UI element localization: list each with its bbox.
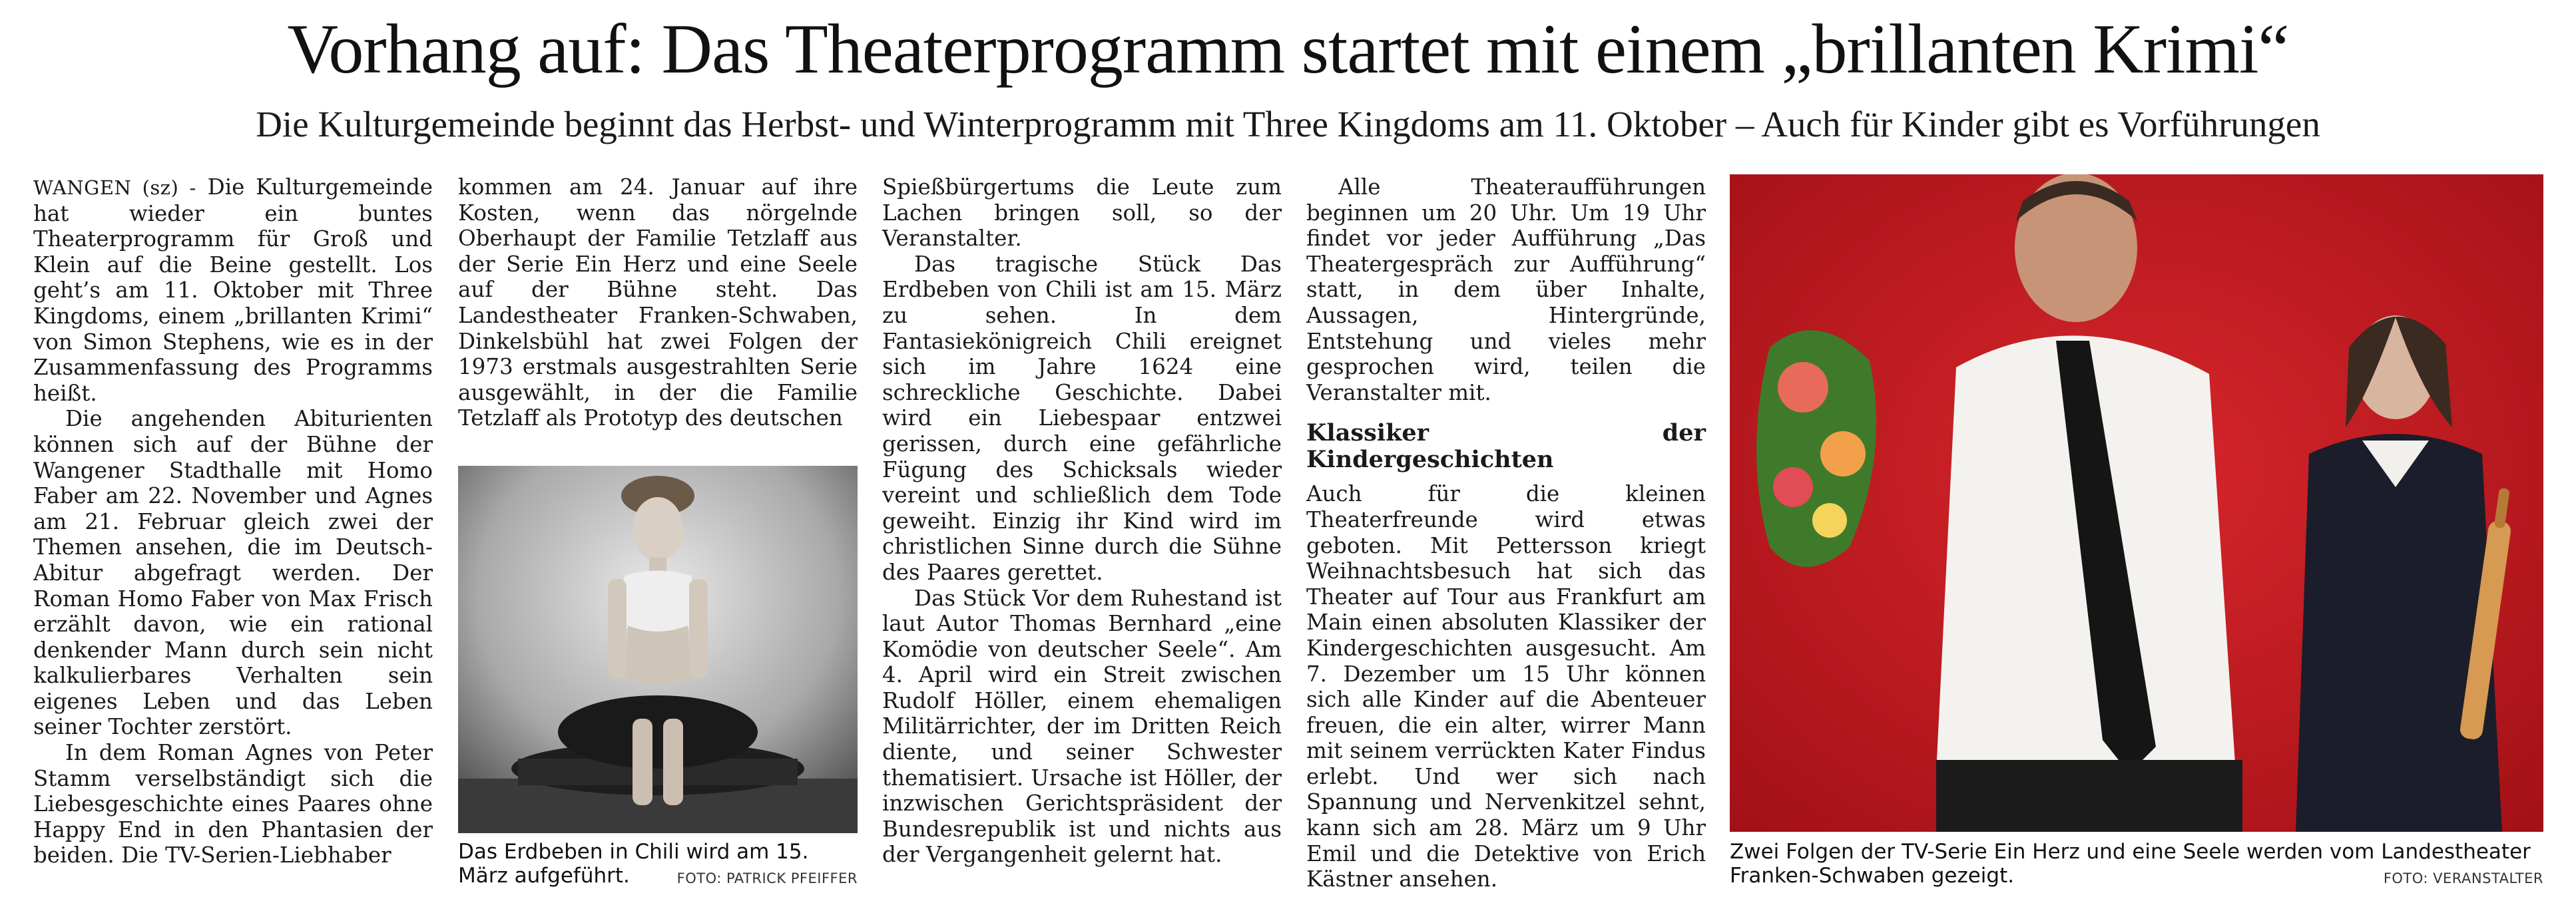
article-subheadline: Die Kulturgemeinde beginnt das Herbst- und Winterprogramm mit Three Kingdoms am 11. Oktober – Auch für Kinder gibt es Vorführungen (256, 104, 2320, 144)
paragraph: Auch für die kleinen Theaterfreunde wird etwas geboten. Mit Pettersson kriegt Weihnachtsbesuch hat sich das Theater auf Tour aus Frankfurt am Main einen absoluten Klassiker der Kindergeschichten ausgesucht. Am 7. Dezember um 15 Uhr können sich alle Kinder auf die Abenteuer freuen, die ein alter, wirrer Mann mit seinem verrückten Kater Findus erlebt. Und wer sich nach Spannung und Nervenkitzel sehnt, kann sich am 28. März um 9 Uhr Emil und die Detektive von Erich Kästner ansehen. (1306, 481, 1706, 892)
actors-red-backdrop-image (1730, 174, 2543, 832)
paragraph: In dem Roman Agnes von Peter Stamm verselbständigt sich die Liebesgeschichte eines Paares ohne Happy End in den Phantasien der beiden. Die TV-Serien-Liebhaber (33, 740, 433, 868)
photo-caption-large (1730, 840, 2543, 888)
paragraph-text: Die Kulturgemeinde hat wieder ein buntes Theaterprogramm für Groß und Klein auf die Beine gestellt. Los geht’s am 11. Oktober mit Three Kingdoms, einem „brillanten Krimi“ von Simon Stephens, wie es in der Zusammenfassung des Programms heißt. (33, 174, 433, 406)
caption-text: Zwei Folgen der TV-Serie Ein Herz und eine Seele werden vom Landestheater Franken-Schwaben gezeigt. (1730, 840, 2531, 888)
paragraph (33, 174, 433, 406)
paragraph: Das Stück Vor dem Ruhestand ist laut Autor Thomas Bernhard „eine Komödie von deutscher Seele“. Am 4. April wird ein Streit zwischen Rudolf Höller, einem ehemaligen Militärrichter, der im Dritten Reich diente, und seiner Schwester thematisiert. Ursache ist Höller, der inzwischen Gerichtspräsident der Bundesrepublik ist und nichts aus der Vergangenheit gelernt hat. (882, 585, 1282, 868)
paragraph: Alle Theateraufführungen beginnen um 20 Uhr. Um 19 Uhr findet vor jeder Aufführung „Das Theatergespräch zur Aufführung“ statt, in dem über Inhalte, Aussagen, Hintergründe, Entstehung und vieles mehr gesprochen wird, teilen die Veranstalter mit. (1306, 174, 1706, 405)
paragraph: Spießbürgertums die Leute zum Lachen bringen soll, so der Veranstalter. (882, 174, 1282, 252)
paragraph: kommen am 24. Januar auf ihre Kosten, wenn das nörgelnde Oberhaupt der Familie Tetzlaff aus der Serie Ein Herz und eine Seele auf der Bühne steht. Das Landestheater Franken-Schwaben, Dinkelsbühl hat zwei Folgen der 1973 erstmals ausgestrahlten Serie ausgewählt, in der die Familie Tetzlaff als Prototyp des deutschen (458, 174, 858, 431)
section-subheading: Klassiker der Kindergeschichten (1306, 419, 1706, 474)
paragraph: Die angehenden Abiturienten können sich auf der Bühne der Wangener Stadthalle mit Homo Faber am 22. November und Agnes am 21. Februar gleich zwei der Themen ansehen, die im Deutsch-Abitur abgefragt werden. Der Roman Homo Faber von Max Frisch erzählt davon, wie ein rational denkender Mann durch sein nicht kalkulierbares Verhalten sein eigenes Leben und das Leben seiner Tochter zerstört. (33, 406, 433, 740)
text-column-4 (1306, 174, 1706, 892)
photo-ein-herz-und-eine-seele (1730, 174, 2543, 832)
paragraph: Das tragische Stück Das Erdbeben von Chili ist am 15. März zu sehen. In dem Fantasiekönigreich Chili ereignet sich im Jahre 1624 eine schreckliche Geschichte. Dabei wird ein Liebespaar entzwei gerissen, durch eine gefährliche Fügung des Schicksals wieder vereint und schließlich dem Tode geweiht. Einzig ihr Kind wird im christlichen Sinne durch die Sühne des Paares gerettet. (882, 251, 1282, 585)
caption-text: Das Erdbeben in Chili wird am 15. März aufgeführt. (458, 840, 809, 888)
text-column-3 (882, 174, 1282, 868)
text-column-2 (458, 174, 858, 431)
photo-caption-small (458, 840, 858, 888)
article-headline: Vorhang auf: Das Theaterprogramm startet mit einem „brillanten Krimi“ (287, 10, 2289, 88)
text-column-1 (33, 174, 433, 868)
photo-credit: FOTO: VERANSTALTER (2383, 870, 2543, 886)
photo-erdbeben-in-chili (458, 466, 858, 833)
dateline: WANGEN (sz) - (33, 176, 196, 199)
stage-scene-image (458, 466, 858, 833)
photo-credit: FOTO: PATRICK PFEIFFER (676, 870, 858, 886)
